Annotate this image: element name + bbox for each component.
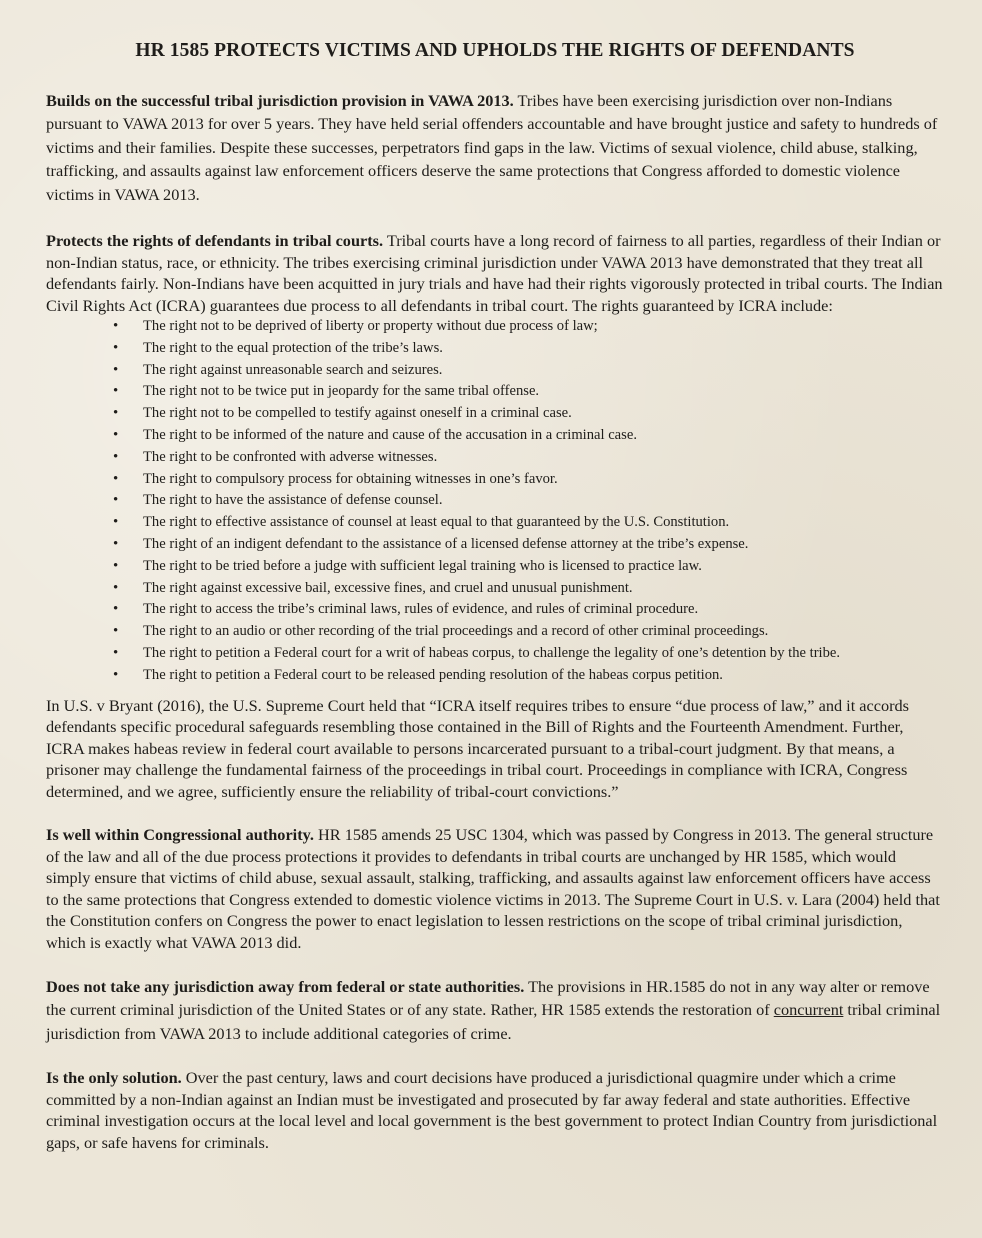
list-item: • The right of an indigent defendant to the assistance of a licensed defense attorney at the tribe’s expense. xyxy=(113,534,944,556)
heading-protects: Protects the rights of defendants in tribal courts. xyxy=(46,231,384,251)
paragraph-no-take xyxy=(46,975,944,1045)
list-item: • The right not to be compelled to testify against oneself in a criminal case. xyxy=(113,403,944,425)
heading-only-solution: Is the only solution. xyxy=(46,1068,182,1088)
paragraph-builds xyxy=(46,89,944,206)
body-protects: Tribal courts have a long record of fairness to all parties, regardless of their Indian or non-Indian status, race, or ethnicity. The tribes exercising criminal jurisdiction under VAWA 2013 have demonstrated that they treat all defendants fairly. Non-Indians have been acquitted in jury trials and have had their rights vigorously protected in tribal courts. The Indian Civil Rights Act (ICRA) guarantees due process to all defendants in tribal court. The rights guaranteed by ICRA include: xyxy=(46,231,943,315)
list-item: • The right to petition a Federal court to be released pending resolution of the habeas corpus petition. xyxy=(113,665,944,687)
heading-no-take: Does not take any jurisdiction away from federal or state authorities. xyxy=(46,977,525,997)
list-item: • The right not to be twice put in jeopardy for the same tribal offense. xyxy=(113,381,944,403)
list-item: • The right against unreasonable search and seizures. xyxy=(113,360,944,382)
paragraph-bryant: In U.S. v Bryant (2016), the U.S. Supreme Court held that “ICRA itself requires tribes to ensure “due process of law,” and it accords defendants specific procedural safeguards resembling those contained in the Bill of Rights and the Fourteenth Amendment. Further, ICRA makes habeas review in federal court available to persons incarcerated pursuant to a tribal-court judgment. By that means, a prisoner may challenge the fundamental fairness of the proceedings in tribal court. Proceedings in compliance with ICRA, Congress determined, and we agree, sufficiently ensure the reliability of tribal-court convictions.” xyxy=(46,695,910,801)
list-item: • The right to an audio or other recording of the trial proceedings and a record of other criminal proceedings. xyxy=(113,621,944,643)
body-no-take-before: The provisions in HR.1585 do not in any way alter or remove the current criminal jurisdiction of the United States or of any state. Rather, HR 1585 extends the restoration of xyxy=(46,977,930,1020)
body-no-take-after: tribal criminal jurisdiction from VAWA 2013 to include additional categories of crime. xyxy=(46,1000,941,1043)
list-item: • The right to be tried before a judge with sufficient legal training who is licensed to practice law. xyxy=(113,556,944,578)
list-item: • The right to be informed of the nature and cause of the accusation in a criminal case. xyxy=(113,425,944,447)
body-builds: Tribes have been exercising jurisdiction over non-Indians pursuant to VAWA 2013 for over 5 years. They have held serial offenders accountable and have brought justice and safety to hundreds of victims and their families. Despite these successes, perpetrators find gaps in the law. Victims of sexual violence, child abuse, stalking, trafficking, and assaults against law enforcement officers deserve the same protections that Congress afforded to domestic violence victims in VAWA 2013. xyxy=(46,91,938,204)
list-item: • The right to the equal protection of the tribe’s laws. xyxy=(113,338,944,360)
heading-builds: Builds on the successful tribal jurisdiction provision in VAWA 2013. xyxy=(46,91,514,110)
list-item: • The right to access the tribe’s criminal laws, rules of evidence, and rules of criminal procedure. xyxy=(113,599,944,621)
heading-authority: Is well within Congressional authority. xyxy=(46,825,314,845)
list-item: • The right to effective assistance of counsel at least equal to that guaranteed by the U.S. Constitution. xyxy=(113,512,944,534)
list-item: • The right to petition a Federal court for a writ of habeas corpus, to challenge the legality of one’s detention by the tribe. xyxy=(113,643,944,665)
paragraph-only-solution xyxy=(46,1067,944,1153)
body-only-solution: Over the past century, laws and court decisions have produced a jurisdictional quagmire under which a crime committed by a non-Indian against an Indian must be investigated and prosecuted by far away federal and state authorities. Effective criminal investigation occurs at the local level and local government is the best government to protect Indian Country from jurisdictional gaps, or safe havens for criminals. xyxy=(46,1068,938,1152)
paragraph-protects xyxy=(46,230,944,316)
list-item: • The right to have the assistance of defense counsel. xyxy=(113,490,944,512)
body-authority: HR 1585 amends 25 USC 1304, which was passed by Congress in 2013. The general structure of the law and all of the due process protections it provides to defendants in tribal courts are unchanged by HR 1585, which would simply ensure that victims of child abuse, sexual assault, stalking, trafficking, and assaults against law enforcement officers have access to the same protections that Congress extended to domestic violence victims in 2013. The Supreme Court in U.S. v. Lara (2004) held that the Constitution confers on Congress the power to enact legislation to lessen restrictions on the scope of tribal criminal jurisdiction, which is exactly what VAWA 2013 did. xyxy=(46,825,940,952)
list-item: • The right to be confronted with adverse witnesses. xyxy=(113,447,944,469)
rights-list xyxy=(46,316,944,687)
list-item: • The right against excessive bail, excessive fines, and cruel and unusual punishment. xyxy=(113,578,944,600)
list-item: • The right to compulsory process for obtaining witnesses in one’s favor. xyxy=(113,469,944,491)
list-item: • The right not to be deprived of liberty or property without due process of law; xyxy=(113,316,944,338)
document-title: HR 1585 PROTECTS VICTIMS AND UPHOLDS THE RIGHTS OF DEFENDANTS xyxy=(135,40,855,61)
underlined-concurrent: concurrent xyxy=(773,1000,844,1020)
paragraph-authority xyxy=(46,824,944,953)
